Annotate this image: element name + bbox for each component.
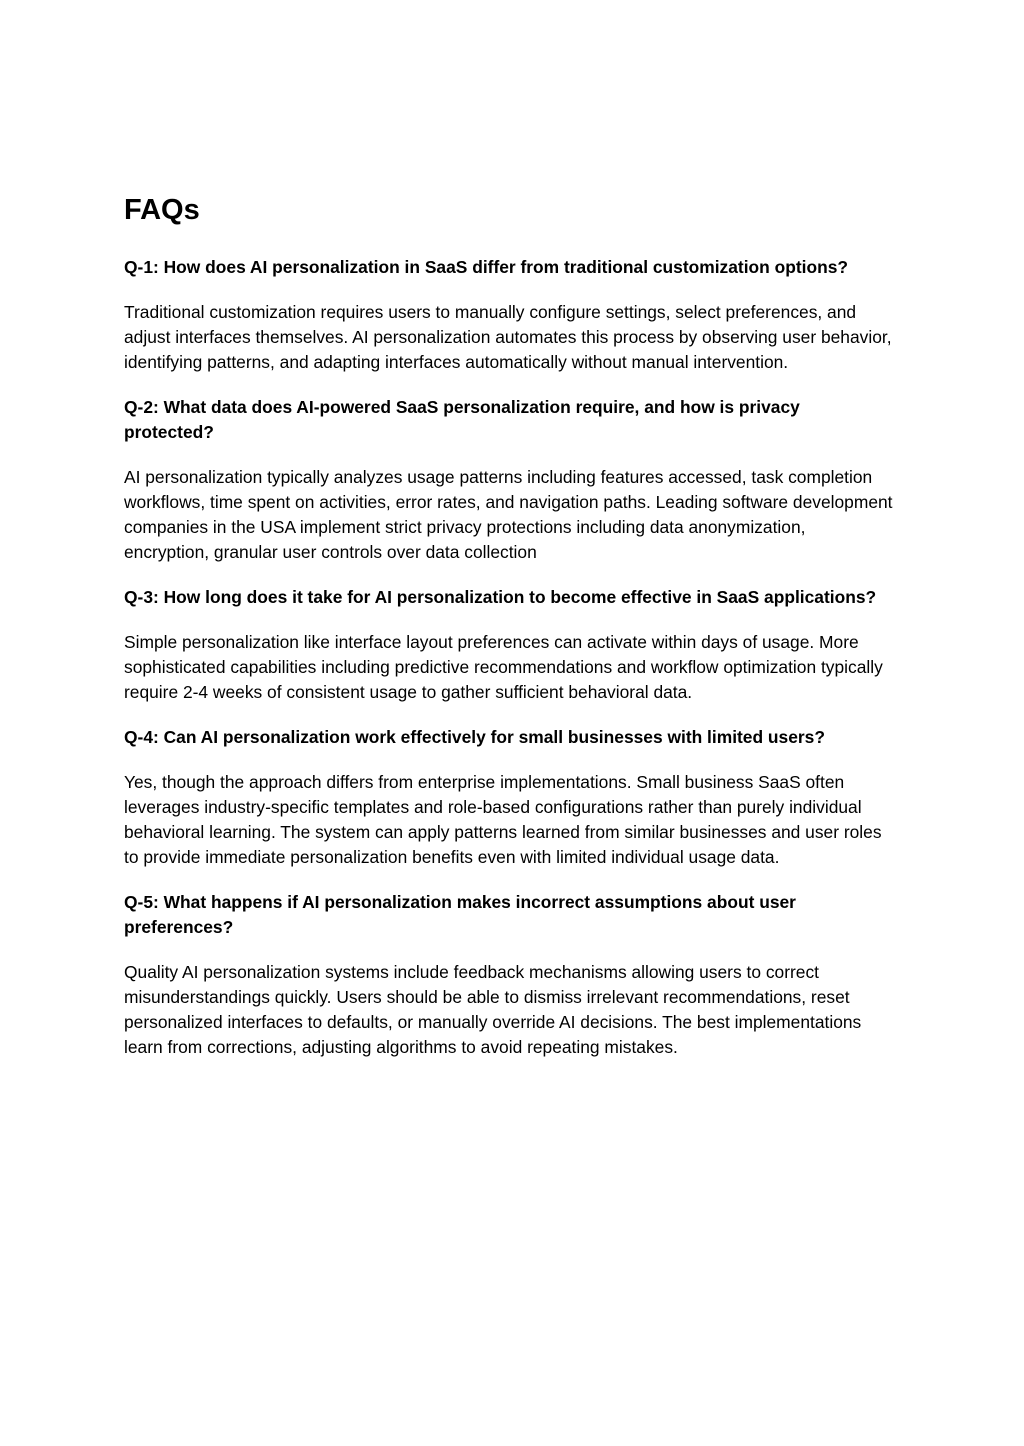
faq-item-3 xyxy=(124,585,894,705)
faq-item-5 xyxy=(124,890,894,1060)
faq-answer-1: Traditional customization requires users to manually configure settings, select preferences, and adjust interfaces themselves. AI personalization automates this process by observing user behavior, identifying patterns, and adapting interfaces automatically without manual intervention. xyxy=(124,302,892,372)
faq-answer-2: AI personalization typically analyzes usage patterns including features accessed, task completion workflows, time spent on activities, error rates, and navigation paths. Leading software development companies in the USA implement strict privacy protections including data anonymization, encryption, granular user controls over data collection xyxy=(124,467,893,562)
faq-question-1: Q-1: How does AI personalization in SaaS differ from traditional customization options? xyxy=(124,257,849,277)
faq-page xyxy=(124,192,894,1080)
faq-question-3: Q-3: How long does it take for AI personalization to become effective in SaaS applications? xyxy=(124,587,877,607)
faq-question-5: Q-5: What happens if AI personalization makes incorrect assumptions about user preferences? xyxy=(124,892,796,937)
page-title: FAQs xyxy=(124,194,200,226)
faq-item-2 xyxy=(124,395,894,565)
faq-item-1 xyxy=(124,255,894,375)
faq-answer-3: Simple personalization like interface layout preferences can activate within days of usage. More sophisticated capabilities including predictive recommendations and workflow optimization typically require 2-4 weeks of consistent usage to gather sufficient behavioral data. xyxy=(124,632,883,702)
faq-question-4: Q-4: Can AI personalization work effectively for small businesses with limited users? xyxy=(124,727,825,747)
faq-answer-5: Quality AI personalization systems include feedback mechanisms allowing users to correct misunderstandings quickly. Users should be able to dismiss irrelevant recommendations, reset personalized interfaces to defaults, or manually override AI decisions. The best implementations learn from corrections, adjusting algorithms to avoid repeating mistakes. xyxy=(124,962,862,1057)
faq-answer-4: Yes, though the approach differs from enterprise implementations. Small business SaaS often leverages industry-specific templates and role-based configurations rather than purely individual behavioral learning. The system can apply patterns learned from similar businesses and user roles to provide immediate personalization benefits even with limited individual usage data. xyxy=(124,772,882,867)
faq-question-2: Q-2: What data does AI-powered SaaS personalization require, and how is privacy protected? xyxy=(124,397,800,442)
faq-item-4 xyxy=(124,725,894,870)
